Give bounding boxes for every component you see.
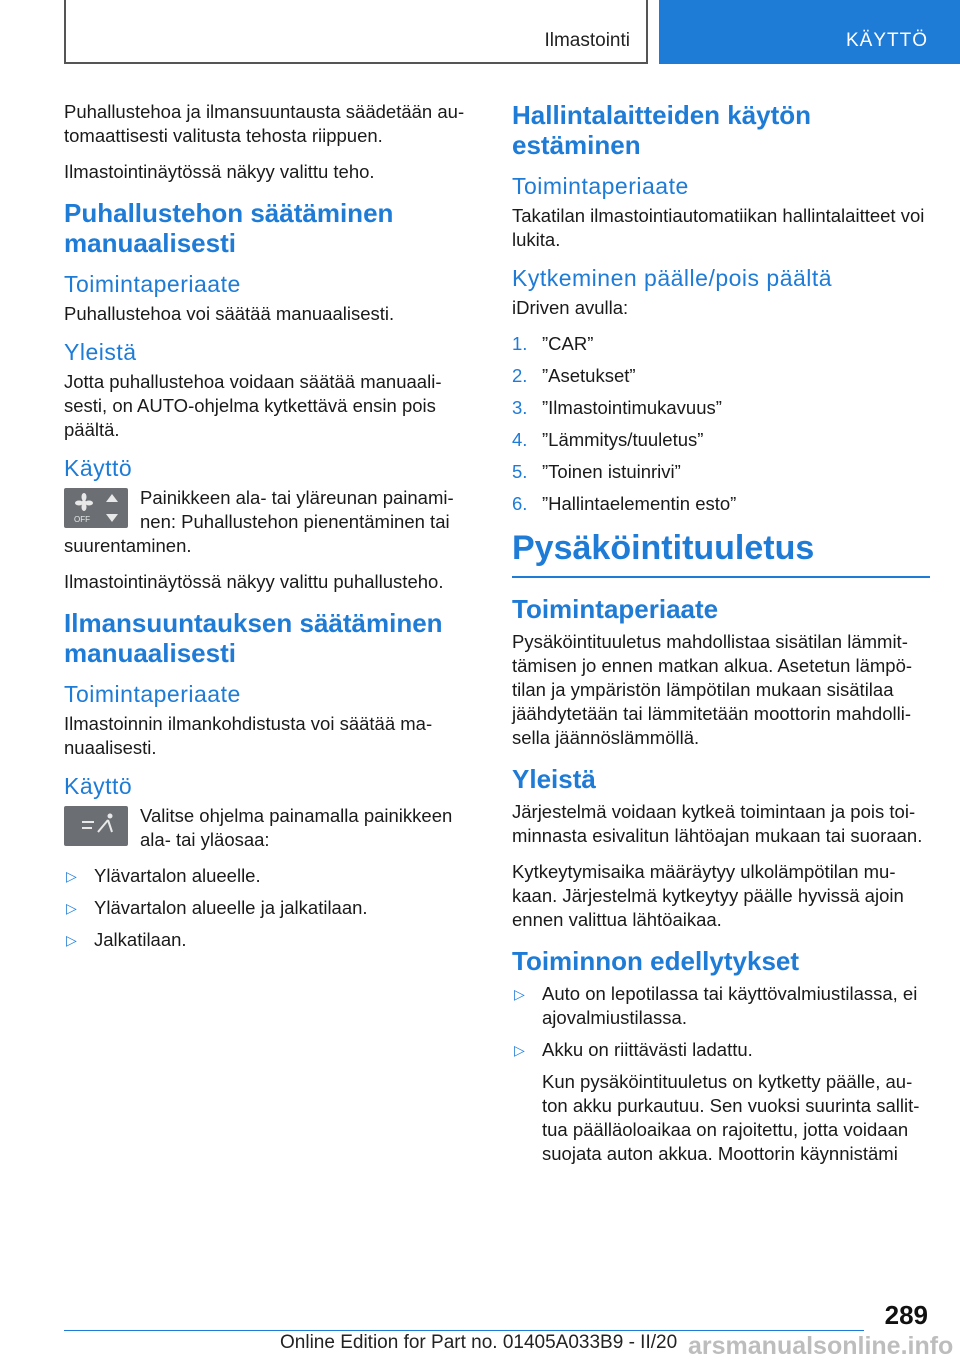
air-distribution-button-icon — [64, 806, 128, 846]
paragraph: Painikkeen ala- tai yläreunan painaminen: Puhallustehon pienentäminen tai suurentaminen. — [64, 487, 454, 556]
list-item: 5. ”Toinen istuinrivi” — [512, 461, 681, 482]
header-bar — [64, 0, 648, 64]
section-heading: Ilmansuuntauksen säätäminen manuaalisesti — [64, 608, 443, 668]
list-item: ▷ Akku on riittävästi ladattu. Kun pysäköintituuletus on kytketty päälle, auton akku purkautuu. Sen vuoksi suurinta sallittua päälläoloaikaa on rajoitettu, jotta voidaan suojata auton akkua. Moottorin käynnistämi — [512, 1038, 930, 1166]
triangle-bullet-icon: ▷ — [514, 1042, 525, 1058]
triangle-bullet-icon: ▷ — [514, 986, 525, 1002]
subheading: Käyttö — [64, 455, 133, 481]
paragraph: Kytkeytymisaika määräytyy ulkolämpötilan mukaan. Järjestelmä kytkeytyy päälle hyvissä ajoin ennen valittua lähtöaikaa. — [512, 861, 904, 930]
section-heading: Toimintaperiaate — [512, 594, 719, 624]
paragraph: Puhallustehoa voi säätää manuaalisesti. — [64, 303, 395, 324]
subheading: Käyttö — [64, 773, 133, 799]
section-heading: Toiminnon edellytykset — [512, 946, 800, 976]
triangle-bullet-icon: ▷ — [66, 868, 77, 884]
paragraph: Valitse ohjelma painamalla painikkeen ala- tai yläosaa: — [140, 805, 453, 850]
list-item: 6. ”Hallintaelementin esto” — [512, 493, 737, 514]
subheading: Toimintaperiaate — [64, 271, 241, 297]
air-options-list — [64, 864, 466, 952]
list-item: 2. ”Asetukset” — [512, 365, 636, 386]
paragraph: Järjestelmä voidaan kytkeä toimintaan ja pois toiminnasta esivalitun lähtöajan mukaan tai suoraan. — [512, 801, 923, 846]
footer-divider — [64, 1330, 864, 1331]
paragraph: Ilmastointinäytössä näkyy valittu puhallusteho. — [64, 571, 444, 592]
paragraph: Puhallustehoa ja ilmansuuntausta säädetään automaattisesti valitusta tehosta riippuen. — [64, 101, 465, 146]
footer-edition: Online Edition for Part no. 01405A033B9 - II/20 — [280, 1332, 678, 1353]
subheading: Yleistä — [64, 339, 137, 365]
header-chapter-label: KÄYTTÖ — [845, 30, 928, 51]
fan-button-icon — [64, 488, 128, 528]
section-heading: Yleistä — [512, 764, 596, 794]
triangle-bullet-icon: ▷ — [66, 932, 77, 948]
fan-off-label: OFF — [74, 515, 90, 524]
header-chapter-tab — [659, 0, 960, 64]
paragraph: Takatilan ilmastointiautomatiikan hallintalaitteet voi lukita. — [512, 205, 925, 250]
chapter-heading: Pysäköintituuletus — [512, 526, 930, 578]
right-column — [512, 100, 930, 1174]
subheading: Toimintaperiaate — [64, 681, 241, 707]
section-heading: Hallintalaitteiden käytön estäminen — [512, 100, 812, 160]
paragraph: Ilmastointinäytössä näkyy valittu teho. — [64, 161, 375, 182]
list-item-note: Kun pysäköintituuletus on kytketty päälle, auton akku purkautuu. Sen vuoksi suurinta sallittua päälläoloaikaa on rajoitettu, jotta voidaan suojata auton akkua. Moottorin käynnistämi — [542, 1071, 920, 1164]
left-column — [64, 100, 466, 960]
paragraph: iDriven avulla: — [512, 297, 629, 318]
triangle-bullet-icon: ▷ — [66, 900, 77, 916]
list-item: ▷ Ylävartalon alueelle ja jalkatilaan. — [66, 897, 368, 918]
header-section-title: Ilmastointi — [544, 30, 630, 51]
list-item: 4. ”Lämmitys/tuuletus” — [512, 429, 704, 450]
list-item: ▷ Jalkatilaan. — [66, 929, 187, 950]
watermark: arsmanualsonline.info — [688, 1332, 954, 1360]
requirements-list — [512, 982, 930, 1166]
list-item: 1. ”CAR” — [512, 333, 594, 354]
air-operation-block — [64, 804, 466, 852]
paragraph: Jotta puhallustehoa voidaan säätää manuaalisesti, on AUTO-ohjelma kytkettävä ensin pois päältä. — [64, 371, 442, 440]
list-item: 3. ”Ilmastointimukavuus” — [512, 397, 722, 418]
list-item: ▷ Auto on lepotilassa tai käyttövalmiustilassa, ei ajovalmiustilassa. — [514, 983, 918, 1028]
list-item: ▷ Ylävartalon alueelle. — [66, 865, 261, 886]
fan-operation-block — [64, 486, 466, 558]
subheading: Kytkeminen päälle/pois päältä — [512, 265, 833, 291]
paragraph: Pysäköintituuletus mahdollistaa sisätilan lämmittämisen jo ennen matkan alkua. Asetetun lämpötilan ja ympäristön lämpötilan mukaan sisätilaa jäähdytetään tai lämmitetään moottorin mahdollisella jäännöslämmöllä. — [512, 631, 913, 748]
section-heading: Puhallustehon säätäminen manuaalisesti — [64, 198, 394, 258]
idrive-steps-list — [512, 332, 930, 516]
paragraph: Ilmastoinnin ilmankohdistusta voi säätää manuaalisesti. — [64, 713, 433, 758]
page-number: 289 — [884, 1300, 928, 1330]
subheading: Toimintaperiaate — [512, 173, 689, 199]
